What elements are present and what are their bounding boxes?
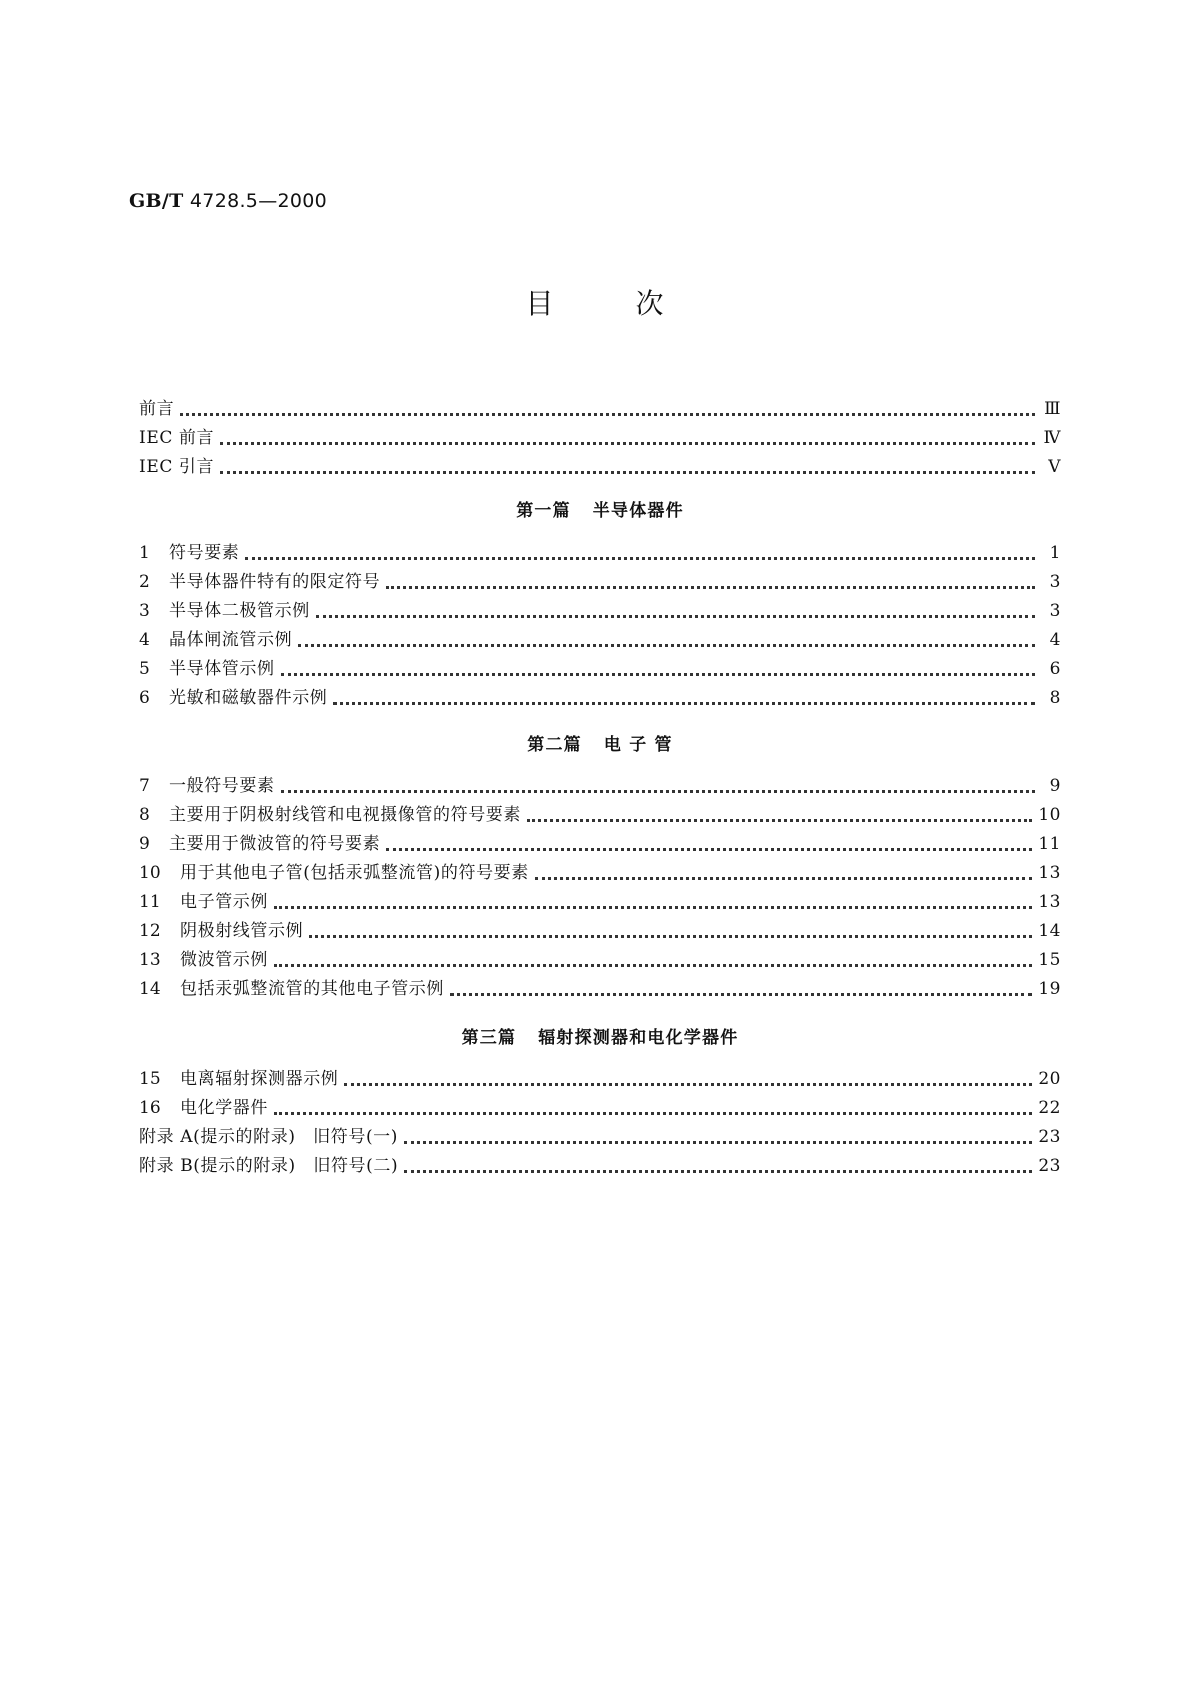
toc-entry[interactable] bbox=[139, 595, 1061, 623]
standard-number: 4728.5—2000 bbox=[183, 190, 328, 212]
toc-entry[interactable] bbox=[139, 770, 1061, 798]
toc-entry[interactable] bbox=[139, 653, 1061, 681]
toc-entry-iec-preface[interactable] bbox=[139, 422, 1061, 450]
toc-entry-page: 22 bbox=[1038, 1098, 1061, 1118]
standard-code bbox=[129, 190, 327, 212]
toc-entry-title: IEC 引言 bbox=[139, 457, 215, 477]
page-title-char-1: 目 bbox=[525, 287, 556, 320]
toc-entry[interactable] bbox=[139, 537, 1061, 565]
toc-entry[interactable] bbox=[139, 915, 1061, 943]
toc-entry[interactable] bbox=[139, 682, 1061, 710]
toc-entry-page: 3 bbox=[1049, 572, 1061, 592]
toc-entry-number: 2 bbox=[139, 572, 150, 592]
toc-entry-page: 14 bbox=[1038, 921, 1061, 941]
dot-leader bbox=[344, 1063, 1032, 1086]
toc-entry-number: 10 bbox=[139, 863, 161, 883]
toc-entry-title: 微波管示例 bbox=[180, 950, 268, 970]
dot-leader bbox=[281, 770, 1035, 793]
toc-entry[interactable] bbox=[139, 828, 1061, 856]
toc-entry-title: 包括汞弧整流管的其他电子管示例 bbox=[180, 979, 444, 999]
toc-entry-title: 光敏和磁敏器件示例 bbox=[169, 688, 328, 708]
toc-entry[interactable] bbox=[139, 973, 1061, 1001]
standard-prefix: GB/T bbox=[129, 190, 184, 212]
toc-entry-title: 符号要素 bbox=[169, 543, 240, 563]
dot-leader bbox=[333, 682, 1035, 705]
toc-entry-page: 23 bbox=[1038, 1156, 1061, 1176]
toc-entry-title: 主要用于阴极射线管和电视摄像管的符号要素 bbox=[169, 805, 521, 825]
dot-leader bbox=[309, 915, 1032, 938]
toc-entry-page: 9 bbox=[1049, 776, 1061, 796]
toc-entry-page: 4 bbox=[1049, 630, 1061, 650]
toc-entry-number: 1 bbox=[139, 543, 150, 563]
toc-entry-number: 8 bbox=[139, 805, 150, 825]
toc-entry-page: 20 bbox=[1038, 1069, 1061, 1089]
toc-entry-number: 14 bbox=[139, 979, 161, 999]
dot-leader bbox=[404, 1150, 1032, 1173]
toc-entry-number: 6 bbox=[139, 688, 150, 708]
toc-entry-page: 10 bbox=[1038, 805, 1061, 825]
toc-entry-title: 晶体闸流管示例 bbox=[169, 630, 293, 650]
toc-entry-page: Ⅲ bbox=[1044, 399, 1061, 419]
toc-entry[interactable] bbox=[139, 799, 1061, 827]
toc-entry-title: IEC 前言 bbox=[139, 428, 215, 448]
toc-entry-page: Ⅴ bbox=[1048, 457, 1061, 477]
toc-entry-title: 附录 A(提示的附录) 旧符号(一) bbox=[139, 1127, 399, 1147]
toc-entry-title: 阴极射线管示例 bbox=[180, 921, 304, 941]
dot-leader bbox=[180, 393, 1035, 416]
toc-entry-number: 9 bbox=[139, 834, 150, 854]
toc-entry-title: 附录 B(提示的附录) 旧符号(二) bbox=[139, 1156, 399, 1176]
toc-entry[interactable] bbox=[139, 857, 1061, 885]
toc-entry-appendix-b[interactable] bbox=[139, 1150, 1061, 1178]
dot-leader bbox=[220, 422, 1035, 445]
toc-entry[interactable] bbox=[139, 1092, 1061, 1120]
toc-entry-title: 电离辐射探测器示例 bbox=[180, 1069, 339, 1089]
toc-entry-number: 12 bbox=[139, 921, 161, 941]
toc-entry-number: 13 bbox=[139, 950, 161, 970]
part-name: 半导体器件 bbox=[592, 501, 684, 521]
part-label: 第三篇 bbox=[461, 1028, 517, 1048]
toc-entry-page: Ⅳ bbox=[1043, 428, 1061, 448]
toc-entry-page: 13 bbox=[1038, 863, 1061, 883]
toc-entry-preface[interactable] bbox=[139, 393, 1061, 421]
toc-entry-page: 6 bbox=[1049, 659, 1061, 679]
toc-entry-number: 11 bbox=[139, 892, 161, 912]
toc-entry-number: 4 bbox=[139, 630, 150, 650]
dot-leader bbox=[316, 595, 1035, 618]
toc-entry-number: 5 bbox=[139, 659, 150, 679]
toc-entry-title: 半导体管示例 bbox=[169, 659, 275, 679]
toc-entry-iec-introduction[interactable] bbox=[139, 451, 1061, 479]
part-heading-2 bbox=[139, 730, 1061, 755]
toc-entry-page: 8 bbox=[1049, 688, 1061, 708]
dot-leader bbox=[527, 799, 1032, 822]
toc-entry-number: 15 bbox=[139, 1069, 161, 1089]
toc-entry-page: 11 bbox=[1038, 834, 1061, 854]
toc-entry-page: 3 bbox=[1049, 601, 1061, 621]
toc-entry[interactable] bbox=[139, 886, 1061, 914]
dot-leader bbox=[274, 1092, 1032, 1115]
toc-entry-page: 23 bbox=[1038, 1127, 1061, 1147]
part-label: 第二篇 bbox=[527, 735, 582, 755]
toc-entry-title: 半导体二极管示例 bbox=[169, 601, 310, 621]
toc-entry-title: 半导体器件特有的限定符号 bbox=[169, 572, 381, 592]
dot-leader bbox=[450, 973, 1032, 996]
toc-entry[interactable] bbox=[139, 624, 1061, 652]
part-name: 电 子 管 bbox=[603, 735, 673, 755]
toc-entry-title: 电化学器件 bbox=[180, 1098, 268, 1118]
toc-entry-title: 用于其他电子管(包括汞弧整流管)的符号要素 bbox=[180, 863, 529, 883]
toc-entry-title: 一般符号要素 bbox=[169, 776, 275, 796]
toc-entry-page: 19 bbox=[1038, 979, 1061, 999]
toc-entry-number: 7 bbox=[139, 776, 150, 796]
toc-entry-title: 前言 bbox=[139, 399, 175, 419]
toc-entry-page: 13 bbox=[1038, 892, 1061, 912]
toc-entry-title: 电子管示例 bbox=[180, 892, 268, 912]
dot-leader bbox=[274, 886, 1032, 909]
toc-entry[interactable] bbox=[139, 944, 1061, 972]
part-label: 第一篇 bbox=[516, 501, 571, 521]
dot-leader bbox=[298, 624, 1035, 647]
dot-leader bbox=[281, 653, 1035, 676]
part-heading-3 bbox=[139, 1023, 1061, 1048]
part-heading-1 bbox=[139, 496, 1061, 521]
dot-leader bbox=[386, 828, 1032, 851]
toc-entry-number: 3 bbox=[139, 601, 150, 621]
page-title-char-2: 次 bbox=[635, 287, 666, 320]
toc-entry-number: 16 bbox=[139, 1098, 161, 1118]
dot-leader bbox=[535, 857, 1032, 880]
part-name: 辐射探测器和电化学器件 bbox=[538, 1028, 739, 1048]
toc-entry[interactable] bbox=[139, 1063, 1061, 1091]
page-title bbox=[0, 282, 1191, 322]
toc-entry-page: 15 bbox=[1038, 950, 1061, 970]
dot-leader bbox=[245, 537, 1035, 560]
dot-leader bbox=[220, 451, 1035, 474]
dot-leader bbox=[274, 944, 1032, 967]
toc-entry-title: 主要用于微波管的符号要素 bbox=[169, 834, 381, 854]
toc-entry[interactable] bbox=[139, 566, 1061, 594]
dot-leader bbox=[404, 1121, 1032, 1144]
dot-leader bbox=[386, 566, 1035, 589]
toc-entry-appendix-a[interactable] bbox=[139, 1121, 1061, 1149]
toc-entry-page: 1 bbox=[1049, 543, 1061, 563]
